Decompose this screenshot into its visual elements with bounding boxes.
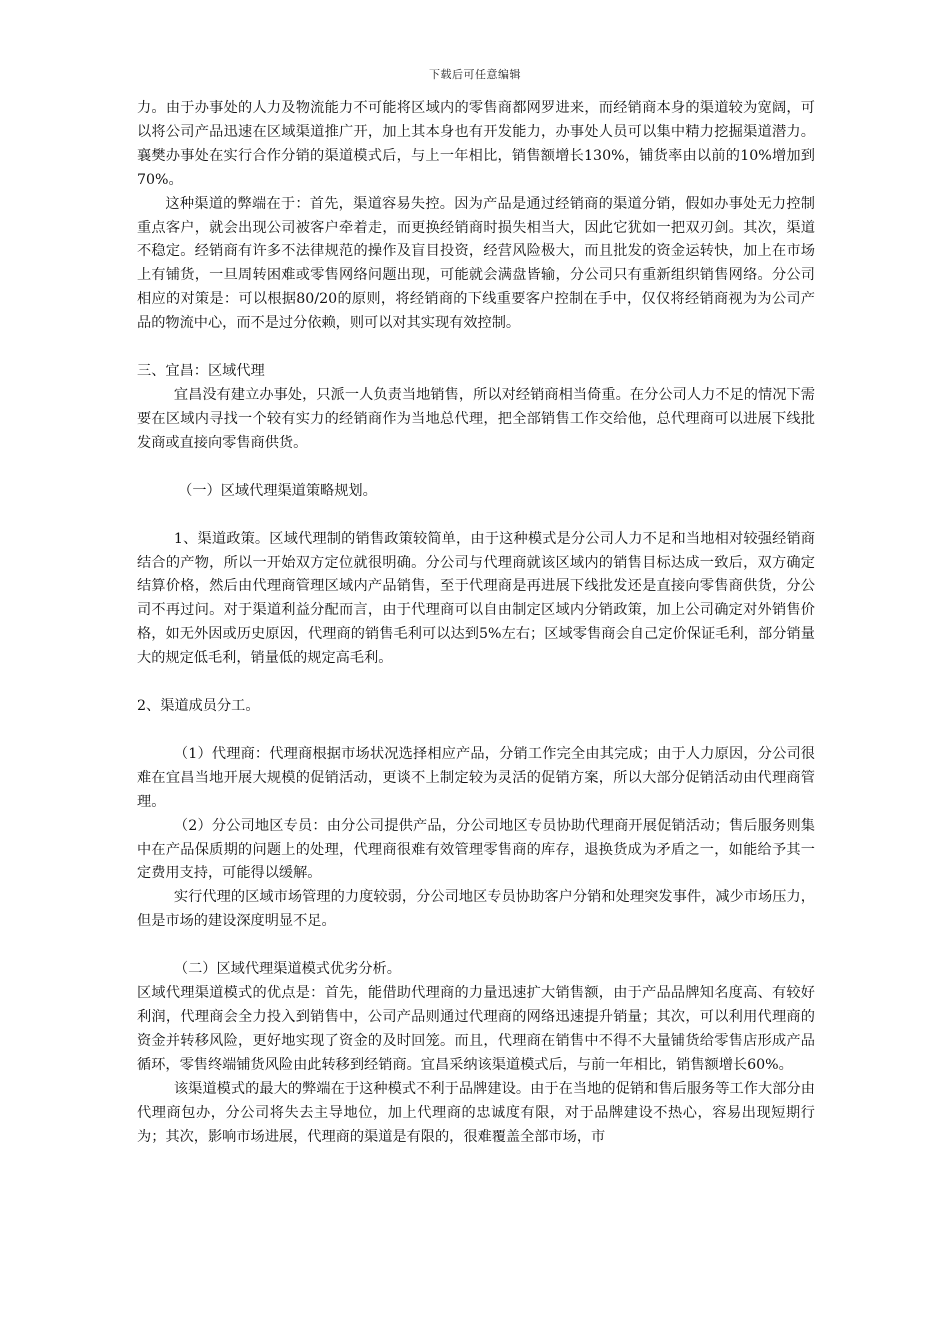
subheading-analysis: （二）区域代理渠道模式优劣分析。 — [173, 961, 401, 978]
section-heading-yichang: 三、宜昌：区域代理 — [137, 363, 265, 380]
paragraph-drawbacks: 这种渠道的弊端在于：首先，渠道容易失控。因为产品是通过经销商的渠道分销，假如办事处无力控制重点客户，就会出现公司被客户牵着走，而更换经销商时损失相当大，因此它犹如一把双刃剑。其次，渠道不稳定。经销商有许多不法律规范的操作及盲目投资，经营风险极大，而且批发的资金运转快，加上在市场上有铺货，一旦周转困难或零售网络问题出现，可能就会满盘皆输，分公司只有重新组织销售网络。分公司相应的对策是：可以根据80/20的原则，将经销商的下线重要客户控制在手中，仅仅将经销商视为为公司产品的物流中心，而不是过分依赖，则可以对其实现有效控制。 — [137, 195, 815, 332]
paragraph-management: 实行代理的区域市场管理的力度较弱，分公司地区专员协助客户分销和处理突发事件，减少市场压力，但是市场的建设深度明显不足。 — [137, 889, 815, 930]
paragraph-agent-role: （1）代理商：代理商根据市场状况选择相应产品，分销工作完全由其完成；由于人力原因，分公司很难在宜昌当地开展大规模的促销活动，更谈不上制定较为灵活的促销方案，所以大部分促销活动由代理商管理。 — [137, 745, 815, 810]
paragraph-continued: 力。由于办事处的人力及物流能力不可能将区域内的零售商都网罗进来，而经销商本身的渠道较为宽阔，可以将公司产品迅速在区域渠道推广开，加上其本身也有开发能力，办事处人员可以集中精力挖掘渠道潜力。襄樊办事处在实行合作分销的渠道模式后，与上一年相比，销售额增长130%，铺货率由以前的10%增加到70%。 — [137, 100, 815, 188]
paragraph-advantages: 区域代理渠道模式的优点是：首先，能借助代理商的力量迅速扩大销售额，由于产品品牌知名度高、有较好利润，代理商会全力投入到销售中，公司产品则通过代理商的网络迅速提升销量；其次，可以利用代理商的资金并转移风险，更好地实现了资金的及时回笼。而且，代理商在销售中不得不大量铺货给零售店形成产品循环，零售终端铺货风险由此转移到经销商。宜昌采纳该渠道模式后，与前一年相比，销售额增长60%。 — [137, 985, 815, 1073]
document-body — [137, 97, 815, 1149]
page-header: 下载后可任意编辑 — [429, 68, 521, 81]
paragraph-yichang-intro: 宜昌没有建立办事处，只派一人负责当地销售，所以对经销商相当倚重。在分公司人力不足的情况下需要在区域内寻找一个较有实力的经销商作为当地总代理，把全部销售工作交给他，总代理商可以进展下线批发商或直接向零售商供货。 — [137, 386, 815, 451]
subheading-division: 2、渠道成员分工。 — [137, 698, 260, 715]
paragraph-disadvantages: 该渠道模式的最大的弊端在于这种模式不利于品牌建设。由于在当地的促销和售后服务等工作大部分由代理商包办，分公司将失去主导地位，加上代理商的忠诚度有限，对于品牌建设不热心，容易出现短期行为；其次，影响市场进展，代理商的渠道是有限的，很难覆盖全部市场，市 — [137, 1080, 815, 1145]
paragraph-specialist-role: （2）分公司地区专员：由分公司提供产品，分公司地区专员协助代理商开展促销活动；售后服务则集中在产品保质期的问题上的处理，代理商很难有效管理零售商的库存，退换货成为矛盾之一，如能给予其一定费用支持，可能得以缓解。 — [137, 817, 815, 882]
subheading-strategy: （一）区域代理渠道策略规划。 — [178, 482, 377, 499]
paragraph-channel-policy: 1、渠道政策。区域代理制的销售政策较简单，由于这种模式是分公司人力不足和当地相对较强经销商结合的产物，所以一开始双方定位就很明确。分公司与代理商就该区域内的销售目标达成一致后，双方确定结算价格，然后由代理商管理区域内产品销售，至于代理商是再进展下线批发还是直接向零售商供货，分公司不再过问。对于渠道利益分配而言，由于代理商可以自由制定区域内分销政策，加上公司确定对外销售价格，如无外因或历史原因，代理商的销售毛利可以达到5%左右；区域零售商会自己定价保证毛利，部分销量大的规定低毛利，销量低的规定高毛利。 — [137, 530, 815, 667]
